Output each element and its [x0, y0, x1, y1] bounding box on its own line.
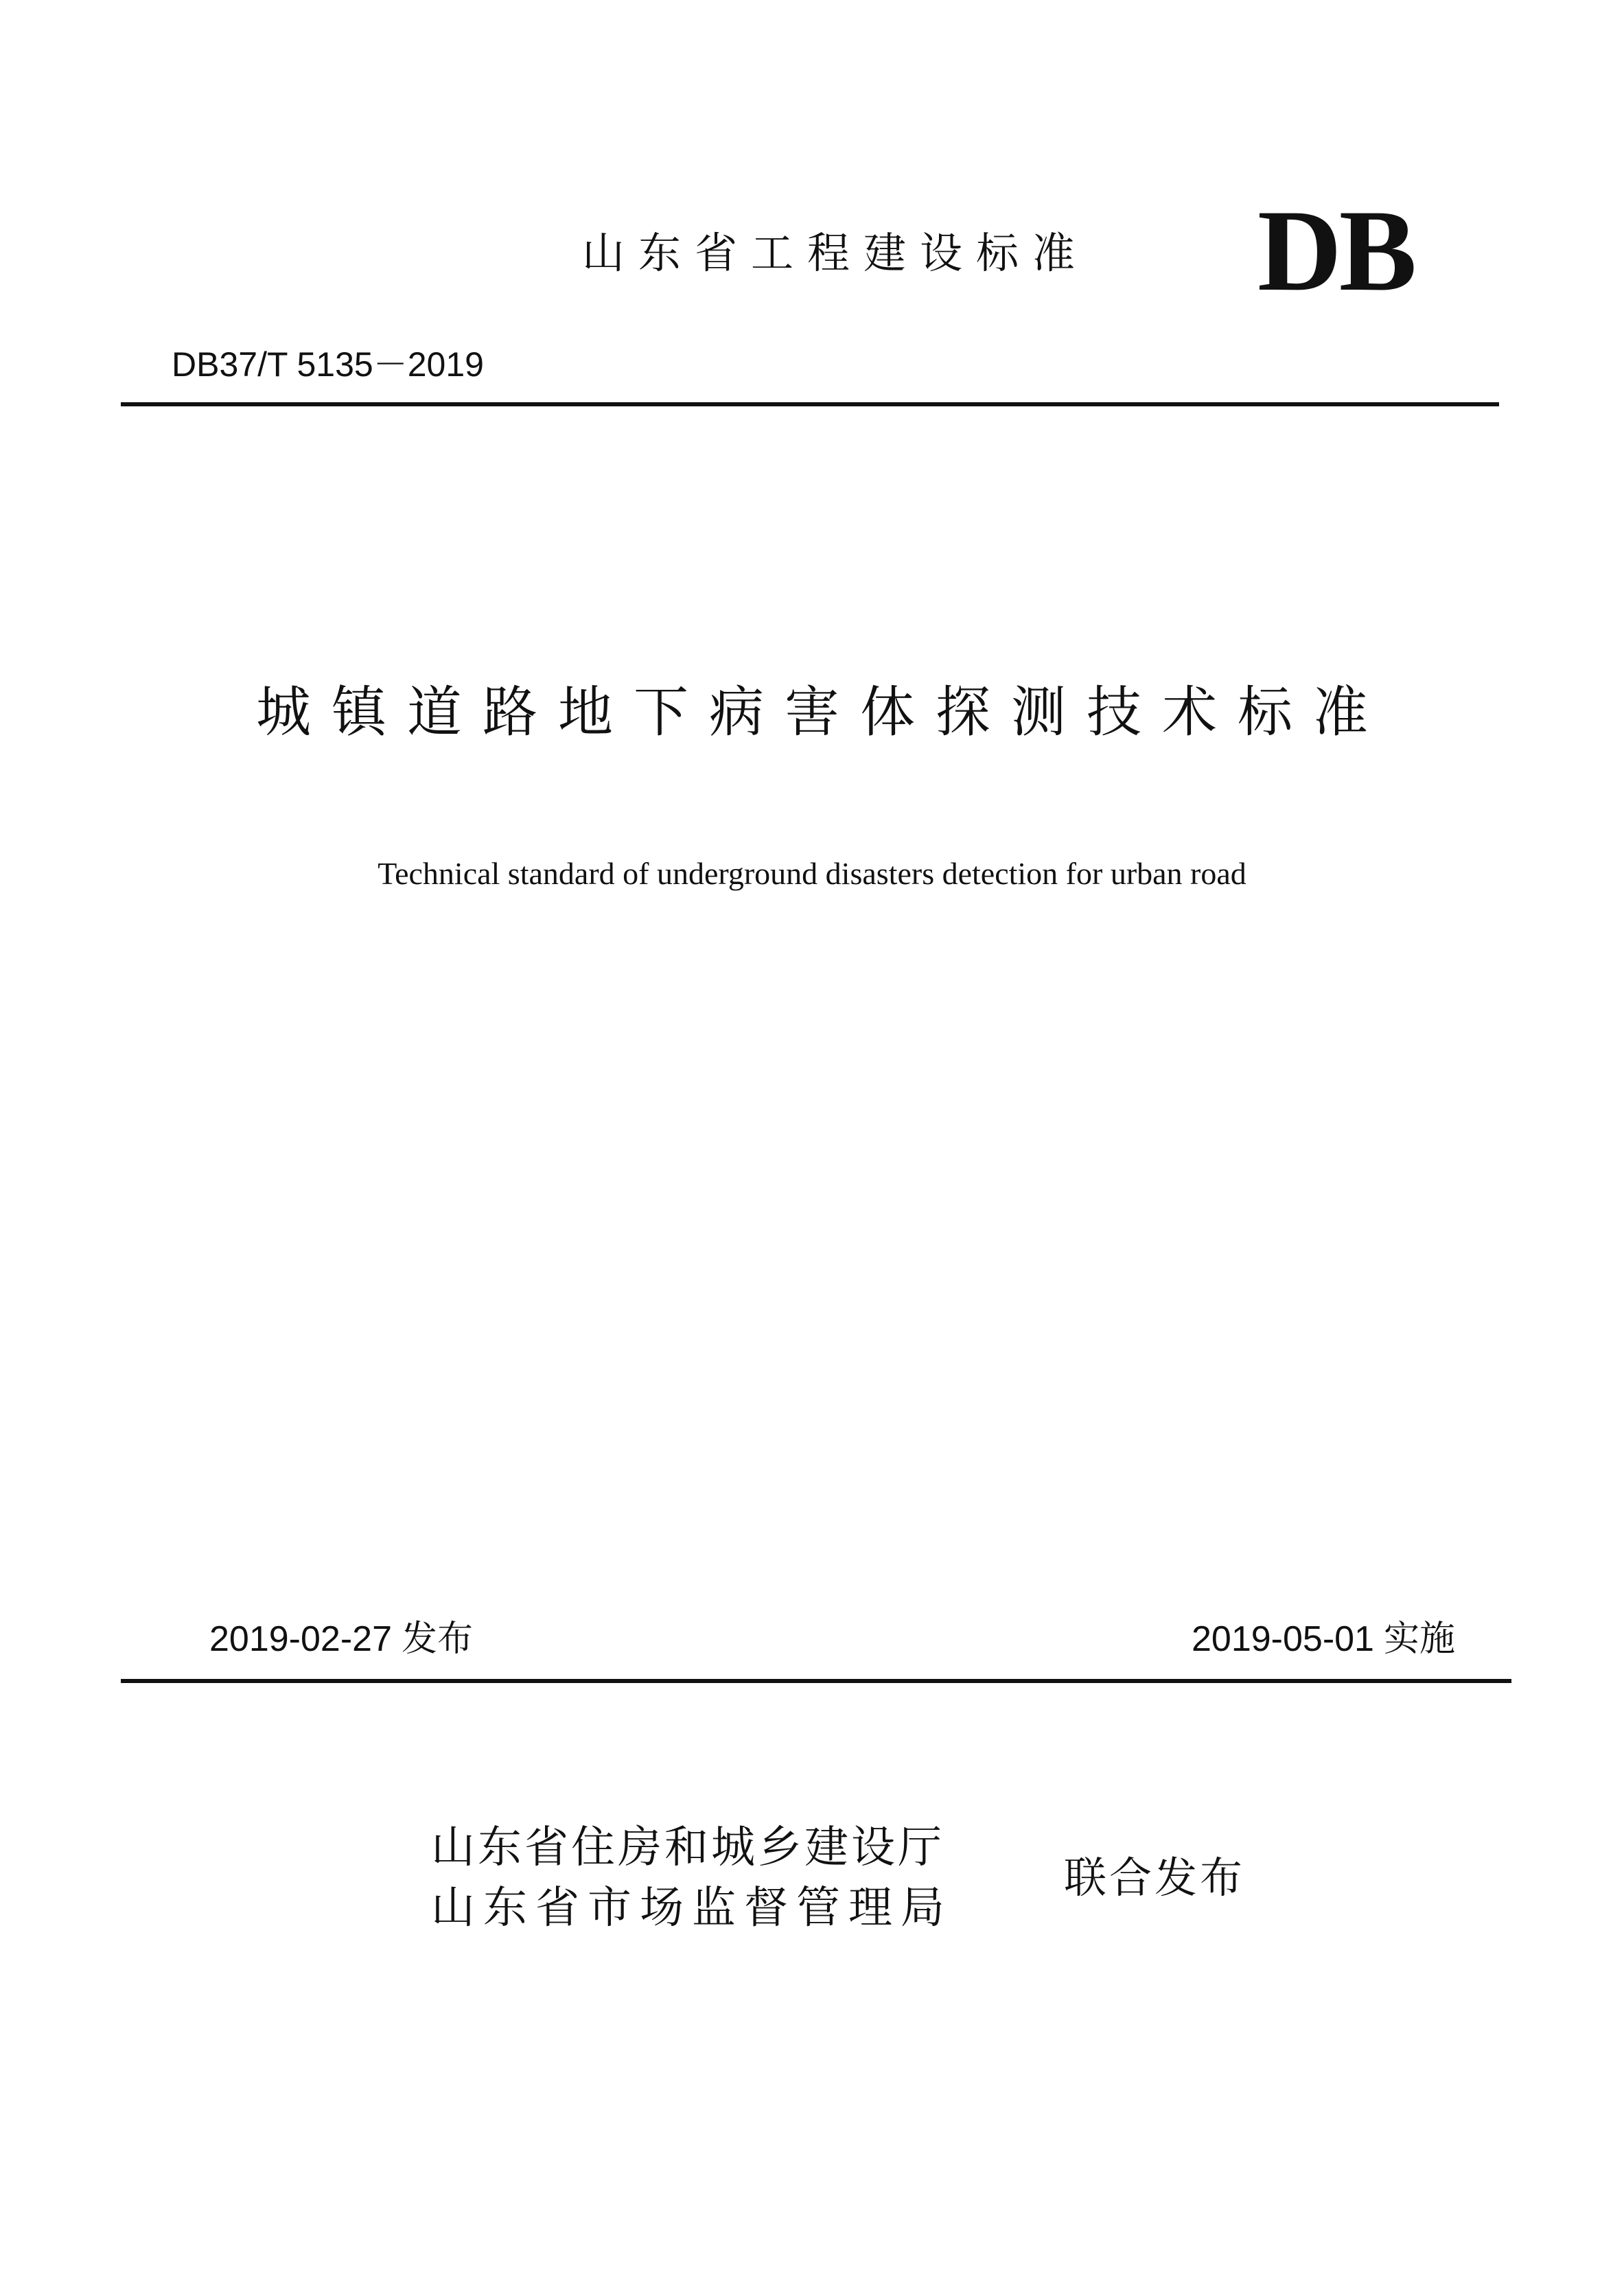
publisher-housing-department: 山东省住房和城乡建设厅 — [431, 1822, 944, 1873]
issue-date: 2019-02-27 — [209, 1619, 392, 1659]
db-logo-mark: DB — [1257, 186, 1415, 315]
issue-date-line — [209, 1621, 473, 1657]
top-divider — [121, 402, 1499, 406]
effective-label: 实施 — [1383, 1619, 1455, 1659]
publisher-market-bureau: 山东省市场监督管理局 — [431, 1883, 953, 1934]
bottom-divider — [121, 1679, 1511, 1683]
document-title-chinese: 城镇道路地下病害体探测技术标准 — [256, 680, 1389, 744]
document-title-english: Technical standard of underground disasters detection for urban road — [378, 856, 1246, 891]
standard-category: 山东省工程建设标准 — [582, 228, 1089, 278]
effective-date: 2019-05-01 — [1191, 1619, 1374, 1659]
effective-date-line — [1192, 1621, 1455, 1657]
issue-label: 发布 — [402, 1619, 474, 1659]
joint-publication-label: 联合发布 — [1064, 1853, 1246, 1903]
standard-number: DB37/T 5135－2019 — [172, 345, 484, 384]
